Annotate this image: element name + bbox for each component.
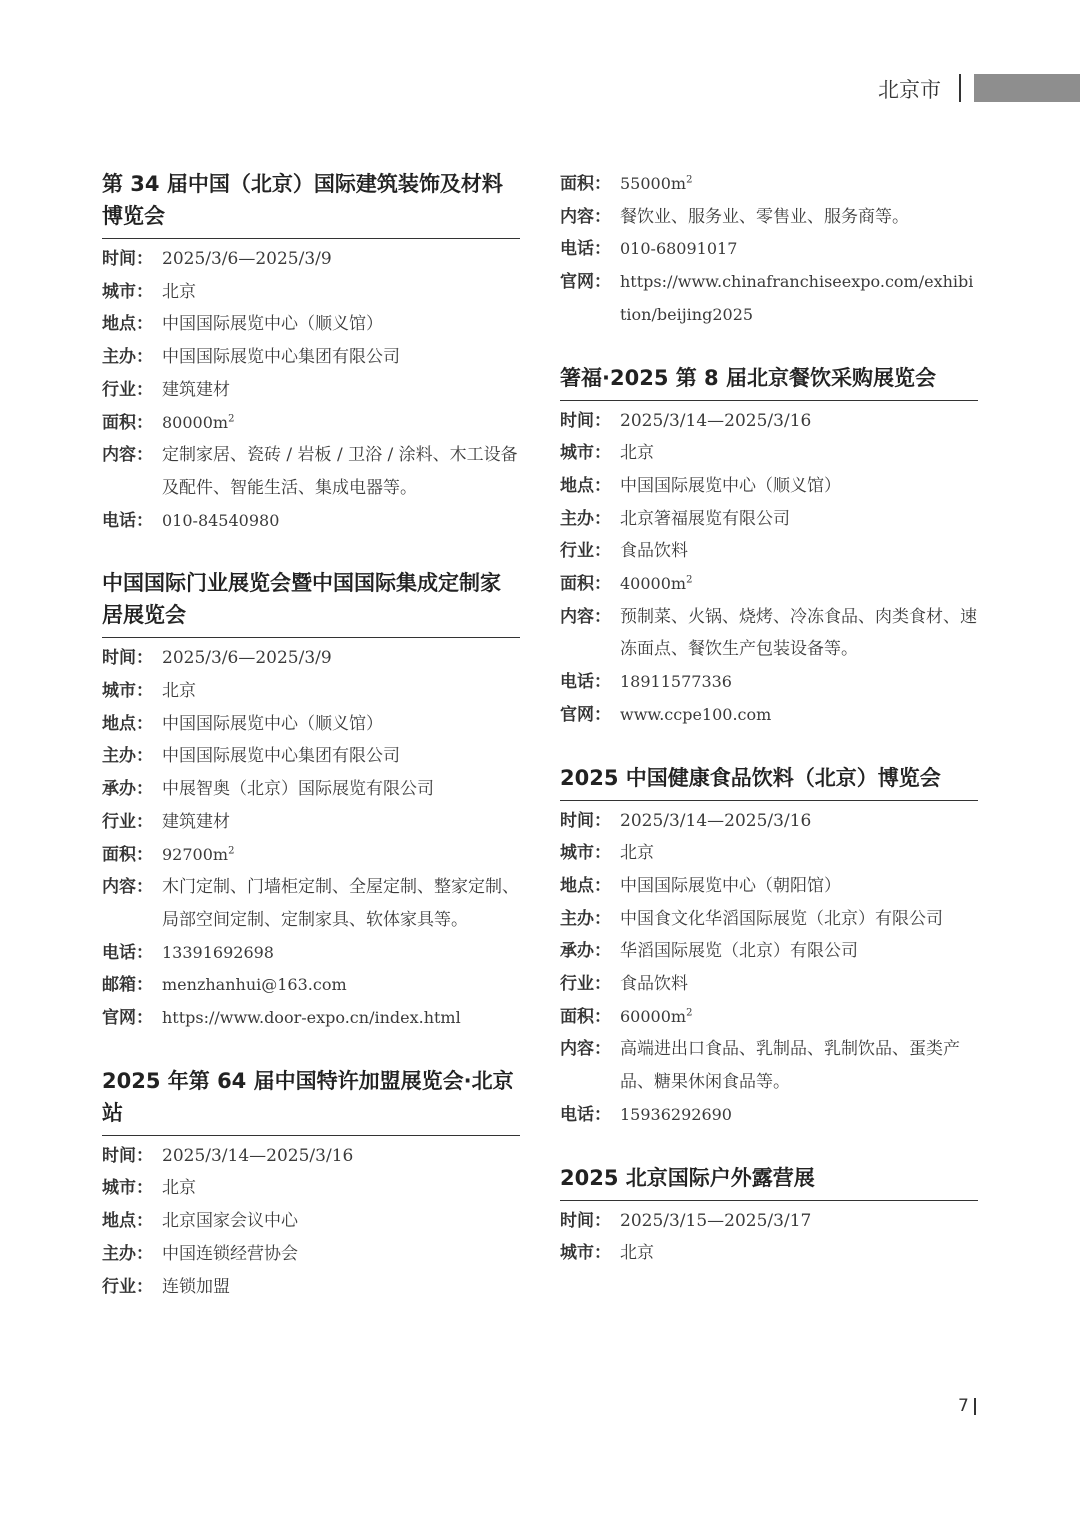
page-number: 7: [958, 1396, 969, 1416]
content-row: 内容： 预制菜、火锅、烧烤、冷冻食品、肉类食材、速冻面点、餐饮生产包装设备等。: [560, 606, 977, 660]
venue-row: 地点： 中国国际展览中心（顺义馆）: [560, 475, 841, 496]
time-row: 时间： 2025/3/14—2025/3/16: [560, 810, 812, 831]
area-row: 面积： $80000m^2$: [102, 412, 235, 433]
area-row: 面积： $60000m^2$: [560, 1006, 693, 1027]
time-row: 时间： 2025/3/14—2025/3/16: [102, 1145, 354, 1166]
industry-row: 行业： 食品饮料: [560, 541, 688, 562]
industry-row: 行业： 食品饮料: [560, 974, 688, 995]
phone-row: 电话： 18911577336: [560, 672, 732, 693]
event-card: [560, 1162, 978, 1270]
phone-row: 电话： 010-84540980: [102, 510, 280, 531]
right-column: [560, 168, 978, 1300]
event-card: [560, 362, 978, 732]
undertaker-row: 承办： 华滔国际展览（北京）有限公司: [560, 941, 858, 962]
venue-row: 地点： 中国国际展览中心（顺义馆）: [102, 713, 383, 734]
industry-row: 行业： 连锁加盟: [102, 1276, 230, 1297]
time-row: 时间： 2025/3/6—2025/3/9: [102, 249, 332, 269]
email-link[interactable]: menzhanhui@163.com: [162, 975, 347, 995]
event-card-continued: [560, 168, 978, 332]
website-link[interactable]: https://www.chinafranchiseexpo.com/exhibition/beijing2025: [620, 272, 974, 324]
venue-row: 地点： 中国国际展览中心（顺义馆）: [102, 314, 383, 335]
city-row: 城市： 北京: [560, 1243, 654, 1264]
phone-row: 电话： 13391692698: [102, 942, 274, 963]
event-title: 箸福·2025 第 8 届北京餐饮采购展览会: [560, 362, 978, 401]
header-bar: [974, 74, 1080, 102]
area-row: 面积： $92700m^2$: [102, 844, 235, 865]
organizer-row: 主办： 中国国际展览中心集团有限公司: [102, 746, 400, 767]
website-row: 官网： https://www.door-expo.cn/index.html: [102, 1002, 520, 1035]
header-divider: [959, 74, 961, 102]
organizer-row: 主办： 中国连锁经营协会: [102, 1243, 298, 1264]
content-row: 内容： 定制家居、瓷砖 / 岩板 / 卫浴 / 涂料、木工设备及配件、智能生活、集成电器等。: [102, 445, 518, 498]
undertaker-row: 承办： 中展智奥（北京）国际展览有限公司: [102, 779, 434, 800]
organizer-row: 主办： 北京箸福展览有限公司: [560, 508, 790, 529]
event-card: [102, 567, 520, 1034]
area-row: 面积： $55000m^2$: [560, 174, 693, 194]
time-row: 时间： 2025/3/15—2025/3/17: [560, 1210, 812, 1231]
industry-row: 行业： 建筑建材: [102, 379, 230, 400]
phone-row: 电话： 15936292690: [560, 1104, 732, 1125]
website-link[interactable]: www.ccpe100.com: [620, 704, 772, 724]
page-number-divider: [974, 1398, 976, 1415]
content-row: 内容： 木门定制、门墙柜定制、全屋定制、整家定制、局部空间定制、定制家具、软体家具等。: [102, 877, 519, 930]
time-row: 时间： 2025/3/14—2025/3/16: [560, 410, 812, 431]
event-title: 2025 年第 64 届中国特许加盟展览会·北京站: [102, 1065, 520, 1136]
left-column: [102, 168, 520, 1333]
venue-row: 地点： 北京国家会议中心: [102, 1211, 298, 1232]
industry-row: 行业： 建筑建材: [102, 811, 230, 832]
time-row: 时间： 2025/3/6—2025/3/9: [102, 648, 332, 669]
event-card: [102, 1065, 520, 1304]
organizer-row: 主办： 中国食文化华滔国际展览（北京）有限公司: [560, 908, 943, 929]
event-title: 第 34 届中国（北京）国际建筑装饰及材料博览会: [102, 168, 520, 239]
venue-row: 地点： 中国国际展览中心（朝阳馆）: [560, 875, 841, 896]
city-row: 城市： 北京: [560, 843, 654, 864]
city-row: 城市： 北京: [102, 1178, 196, 1199]
event-card: [560, 762, 978, 1132]
website-row: 官网： https://www.chinafranchiseexpo.com/exhibition/beijing2025: [560, 266, 978, 331]
website-link[interactable]: https://www.door-expo.cn/index.html: [162, 1008, 461, 1028]
website-row: 官网： www.ccpe100.com: [560, 699, 978, 732]
phone-row: 电话： 010-68091017: [560, 239, 738, 260]
city-row: 城市： 北京: [102, 681, 196, 702]
organizer-row: 主办： 中国国际展览中心集团有限公司: [102, 347, 400, 368]
area-row: 面积： $40000m^2$: [560, 574, 693, 595]
event-title: 2025 北京国际户外露营展: [560, 1162, 978, 1201]
event-title: 中国国际门业展览会暨中国国际集成定制家居展览会: [102, 567, 520, 638]
city-row: 城市： 北京: [560, 443, 654, 464]
event-card: [102, 168, 520, 537]
city-row: 城市： 北京: [102, 281, 196, 302]
content-row: 内容： 高端进出口食品、乳制品、乳制饮品、蛋类产品、糖果休闲食品等。: [560, 1039, 960, 1093]
region-label: 北京市: [878, 78, 941, 102]
content-row: 内容： 餐饮业、服务业、零售业、服务商等。: [560, 206, 909, 227]
email-row: 邮箱： menzhanhui@163.com: [102, 969, 520, 1002]
event-title: 2025 中国健康食品饮料（北京）博览会: [560, 762, 978, 801]
